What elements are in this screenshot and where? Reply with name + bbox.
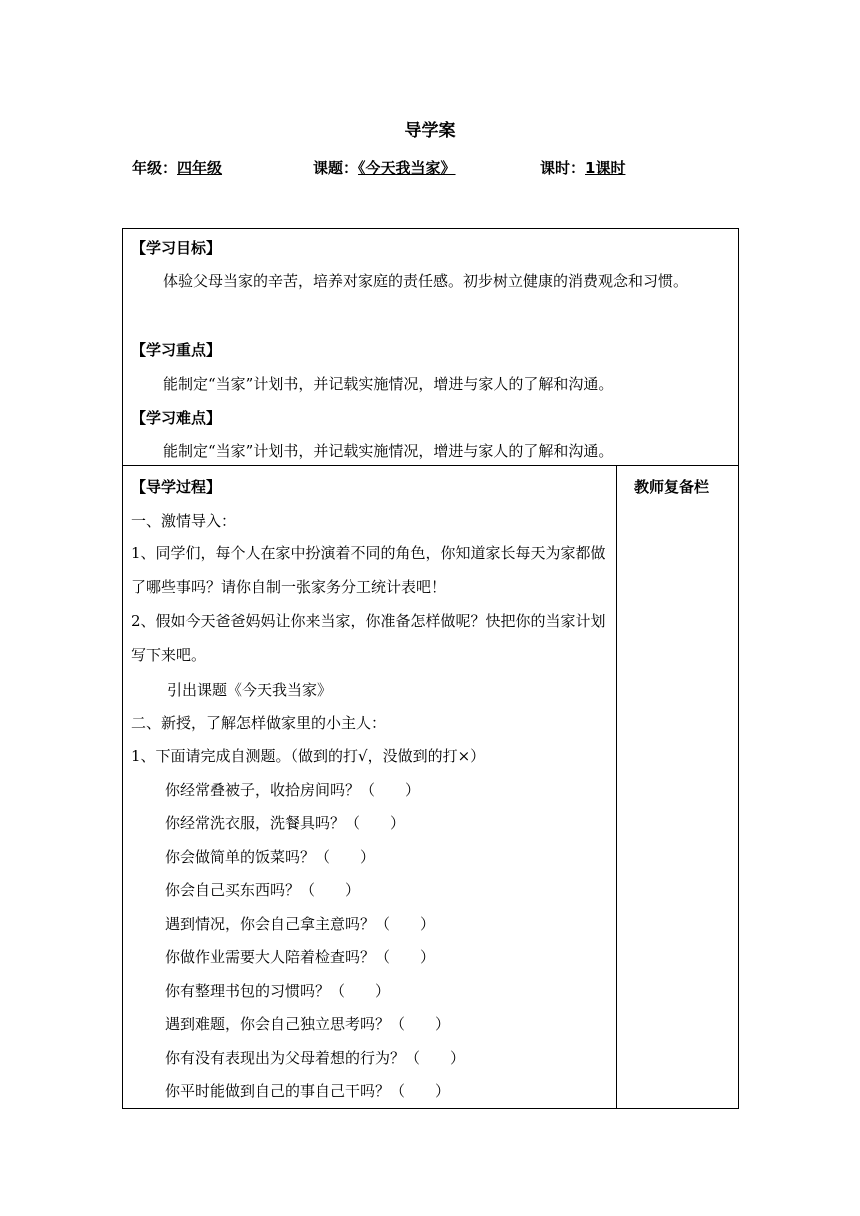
self-test-item: 你有没有表现出为父母着想的行为？（ ） — [165, 1049, 466, 1067]
self-test-item: 遇到难题，你会自己独立思考吗？（ ） — [165, 1015, 451, 1033]
grade-label: 年级： — [132, 159, 178, 177]
lead-in-text: 引出课题《今天我当家》 — [167, 681, 333, 699]
self-test-item: 你做作业需要大人陪着检查吗？（ ） — [165, 948, 436, 966]
self-test-item: 你经常叠被子，收拾房间吗？（ ） — [165, 781, 421, 799]
teacher-review-cell — [616, 465, 739, 1109]
self-test-item: 遇到情况，你会自己拿主意吗？（ ） — [165, 915, 436, 933]
focus-heading: 【学习重点】 — [131, 341, 222, 359]
topic-value: 《今天我当家》 — [358, 159, 456, 177]
difficulty-text: 能制定“当家”计划书，并记载实施情况，增进与家人的了解和沟通。 — [163, 442, 614, 460]
document-title: 导学案 — [404, 121, 456, 141]
section-intro: 一、激情导入： — [131, 512, 237, 530]
period-info — [540, 157, 625, 178]
self-test-instruction: 1、下面请完成自测题。（做到的打√，没做到的打×） — [131, 747, 486, 765]
focus-text: 能制定“当家”计划书，并记载实施情况，增进与家人的了解和沟通。 — [163, 375, 614, 393]
process-cell — [122, 465, 617, 1109]
question-1: 1、同学们，每个人在家中扮演着不同的角色，你知道家长每天为家都做了哪些事吗？请你自制一张家务分工统计表吧！ — [131, 544, 606, 596]
self-test-item: 你平时能做到自己的事自己干吗？（ ） — [165, 1082, 451, 1100]
period-value: 1课时 — [585, 159, 626, 177]
topic-label: 课题： — [313, 159, 359, 177]
self-test-item: 你有整理书包的习惯吗？（ ） — [165, 982, 391, 1000]
goals-cell — [122, 228, 739, 466]
self-test-item: 你经常洗衣服，洗餐具吗？（ ） — [165, 814, 406, 832]
section-new: 二、新授，了解怎样做家里的小主人： — [131, 714, 387, 732]
self-test-item: 你会自己买东西吗？（ ） — [165, 881, 361, 899]
grade-value: 四年级 — [177, 159, 223, 177]
goal-text: 体验父母当家的辛苦，培养对家庭的责任感。初步树立健康的消费观念和习惯。 — [163, 272, 689, 290]
teacher-review-heading: 教师复备栏 — [634, 478, 710, 496]
self-test-item: 你会做简单的饭菜吗？（ ） — [165, 848, 376, 866]
process-heading: 【导学过程】 — [131, 478, 222, 496]
question-2: 2、假如今天爸爸妈妈让你来当家，你准备怎样做呢？快把你的当家计划写下来吧。 — [131, 612, 606, 664]
goal-heading: 【学习目标】 — [131, 239, 222, 257]
difficulty-heading: 【学习难点】 — [131, 409, 222, 427]
topic-info — [313, 157, 456, 178]
period-label: 课时： — [540, 159, 586, 177]
grade-info — [132, 157, 222, 178]
